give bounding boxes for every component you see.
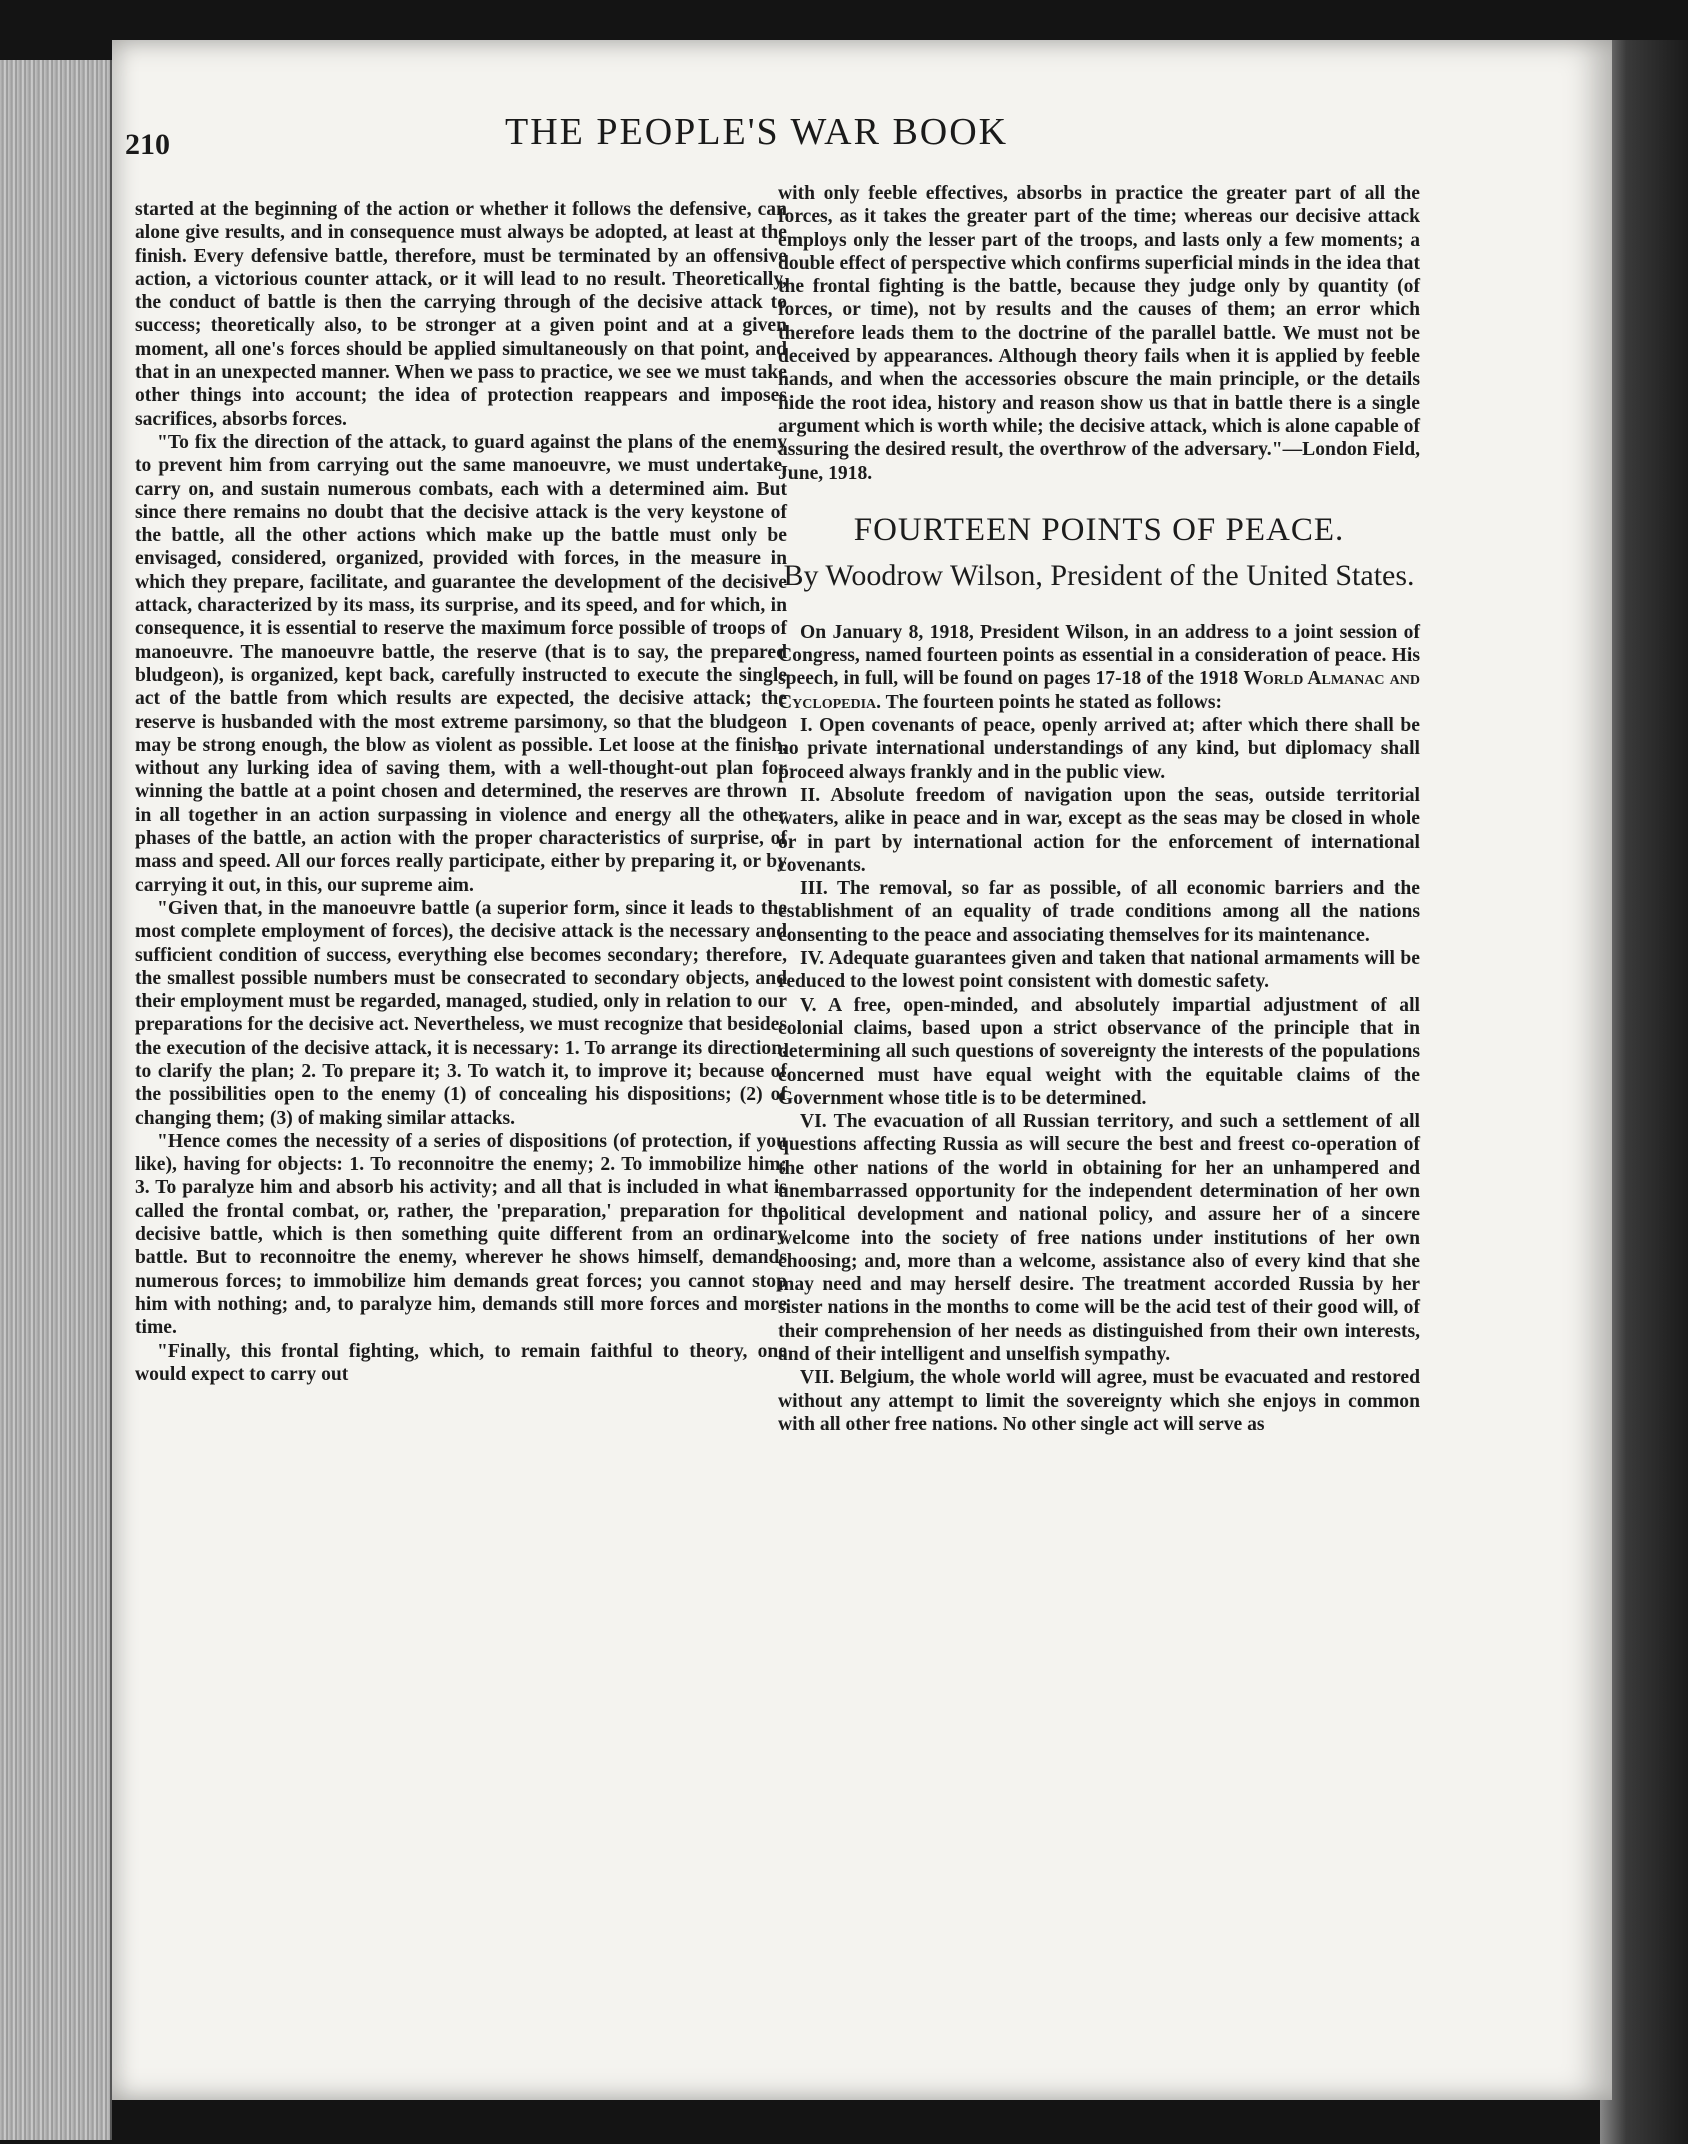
page-header (125, 110, 1475, 170)
point-paragraph: III. The removal, so far as possible, of all economic barriers and the establishment of an equality of trade conditions among all the nations consenting to the peace and associating themselves for its maintenance. (778, 878, 1420, 946)
intro-paragraph (778, 621, 1420, 714)
intro-text-before: On January 8, 1918, President Wilson, in an address to a joint session of Congress, named fourteen points as essential in a consideration of peace. His speech, in full, will be found on pages 17-18 of the 1918 (778, 621, 1420, 690)
page-number: 210 (125, 128, 170, 161)
point-paragraph: VII. Belgium, the whole world will agree, must be evacuated and restored without any attempt to limit the sovereignty which she enjoys in common with all other free nations. No other single act will serve as (778, 1367, 1420, 1435)
left-paragraph: started at the beginning of the action or whether it follows the defensive, can alone give results, and in consequence must always be adopted, at least at the finish. Every defensive battle, therefore, must be terminated by an offensive action, a victorious counter attack, or it will lead to no result. Theoretically, the conduct of battle is then the carrying through of the decisive attack to success; theoretically also, to be stronger at a given point and at a given moment, all one's forces should be applied simultaneously on that point, and that in an unexpected manner. When we pass to practice, we see we must take other things into account; the idea of protection reappears and imposes sacrifices, absorbs forces. (135, 199, 787, 430)
left-paragraph: "Finally, this frontal fighting, which, to remain faithful to theory, one would expect to carry out (135, 1340, 787, 1385)
point-paragraph: IV. Adequate guarantees given and taken that national armaments will be reduced to the lowest point consistent with domestic safety. (778, 948, 1420, 993)
section-heading: FOURTEEN POINTS OF PEACE. (853, 511, 1345, 548)
point-paragraph: VI. The evacuation of all Russian territory, and such a settlement of all questions affecting Russia as will secure the best and freest co-operation of the other nations of the world in obtaining for her an unhampered and unembarrassed opportunity for the independent determination of her own political development and national policy, and assure her of a sincere welcome into the society of free nations under institutions of her own choosing; and, more than a welcome, assistance also of every kind that she may need and may herself desire. The treatment accorded Russia by her sister nations in the months to come will be the acid test of their good will, of their comprehension of her needs as distinguished from their own interests, and of their intelligent and unselfish sympathy. (778, 1111, 1420, 1366)
right-paragraph: with only feeble effectives, absorbs in practice the greater part of all the forces, as it takes the greater part of the time; whereas our decisive attack employs only the lesser part of the troops, and lasts only a few moments; a double effect of perspective which confirms superficial minds in the idea that the frontal fighting is the battle, because they judge only by quantity (of forces, or time), not by results and the causes of them; an error which therefore leads them to the doctrine of the parallel battle. We must not be deceived by appearances. Although theory fails when it is applied by feeble hands, and when the accessories obscure the main principle, or the details hide the root idea, history and reason show us that in battle there is a single argument which is worth while; the decisive attack, which is alone capable of assuring the desired result, the overthrow of the adversary."—London Field, June, 1918. (778, 183, 1420, 484)
left-column (135, 198, 787, 1386)
point-paragraph: II. Absolute freedom of navigation upon the seas, outside territorial waters, alike in peace and in war, except as the seas may be closed in whole or in part by international action for the enforcement of international covenants. (778, 784, 1420, 876)
intro-text-after: . The fourteen points he stated as follows: (876, 691, 1222, 713)
running-title: THE PEOPLE'S WAR BOOK (505, 111, 1009, 153)
point-paragraph: I. Open covenants of peace, openly arrived at; after which there shall be no private international understandings of any kind, but diplomacy shall proceed always frankly and in the public view. (778, 715, 1420, 783)
left-paragraph: "Given that, in the manoeuvre battle (a superior form, since it leads to the most complete employment of forces), the decisive attack is the necessary and sufficient condition of success, everything else becomes secondary; therefore, the smallest possible numbers must be consecrated to secondary objects, and their employment must be regarded, managed, studied, only in relation to our preparations for the decisive act. Nevertheless, we must recognize that besides the execution of the decisive attack, it is necessary: 1. To arrange its direction, to clarify the plan; 2. To prepare it; 3. To watch it, to improve it; because of the possibilities open to the enemy (1) of concealing his dispositions; (2) of changing them; (3) of making similar attacks. (135, 897, 787, 1129)
left-paragraph: "Hence comes the necessity of a series of dispositions (of protection, if you like), having for objects: 1. To reconnoitre the enemy; 2. To immobilize him; 3. To paralyze him and absorb his activity; and all that is included in what is called the frontal combat, or, rather, the 'preparation,' preparation for the decisive battle, which is then something quite different from an ordinary battle. But to reconnoitre the enemy, wherever he shows himself, demands numerous forces; to immobilize him demands great forces; you cannot stop him with nothing; and, to paralyze him, demands still more forces and more time. (135, 1130, 787, 1339)
book-page-edges (0, 60, 112, 2140)
right-column (778, 182, 1420, 1436)
left-paragraph: "To fix the direction of the attack, to guard against the plans of the enemy to prevent him from carrying out the same manoeuvre, we must undertake, carry on, and sustain numerous combats, each with a determined aim. But since there remains no doubt that the decisive attack is the very keystone of the battle, all the other actions which make up the battle must only be envisaged, considered, organized, provided with forces, in the measure in which they prepare, facilitate, and guarantee the development of the decisive attack, characterized by its mass, its surprise, and its speed, and for which, in consequence, it is essential to reserve the maximum force possible of troops of manoeuvre. The manoeuvre battle, the reserve (that is to say, the prepared bludgeon), is organized, kept back, carefully instructed to execute the single act of the battle from which results are expected, the decisive attack; the reserve is husbanded with the most extreme parsimony, so that the bludgeon may be strong enough, the blow as violent as possible. Let loose at the finish, without any lurking idea of saving them, with a well-thought-out plan for winning the battle at a point chosen and determined, the reserves are thrown in all together in an action surpassing in violence and energy all the other phases of the battle, an action with the proper characteristics of surprise, of mass and speed. All our forces really participate, either by preparing it, or by carrying it out, in this, our supreme aim. (135, 431, 787, 896)
section-subheading: By Woodrow Wilson, President of the United States. (783, 558, 1415, 592)
almanac-title: World Almanac and Cyclopedia (778, 668, 1420, 713)
point-paragraph: V. A free, open-minded, and absolutely impartial adjustment of all colonial claims, based upon a strict observance of the principle that in determining all such questions of sovereignty the interests of the populations concerned must have equal weight with the equitable claims of the Government whose title is to be determined. (778, 994, 1420, 1109)
facing-page-shadow (1600, 40, 1688, 2144)
